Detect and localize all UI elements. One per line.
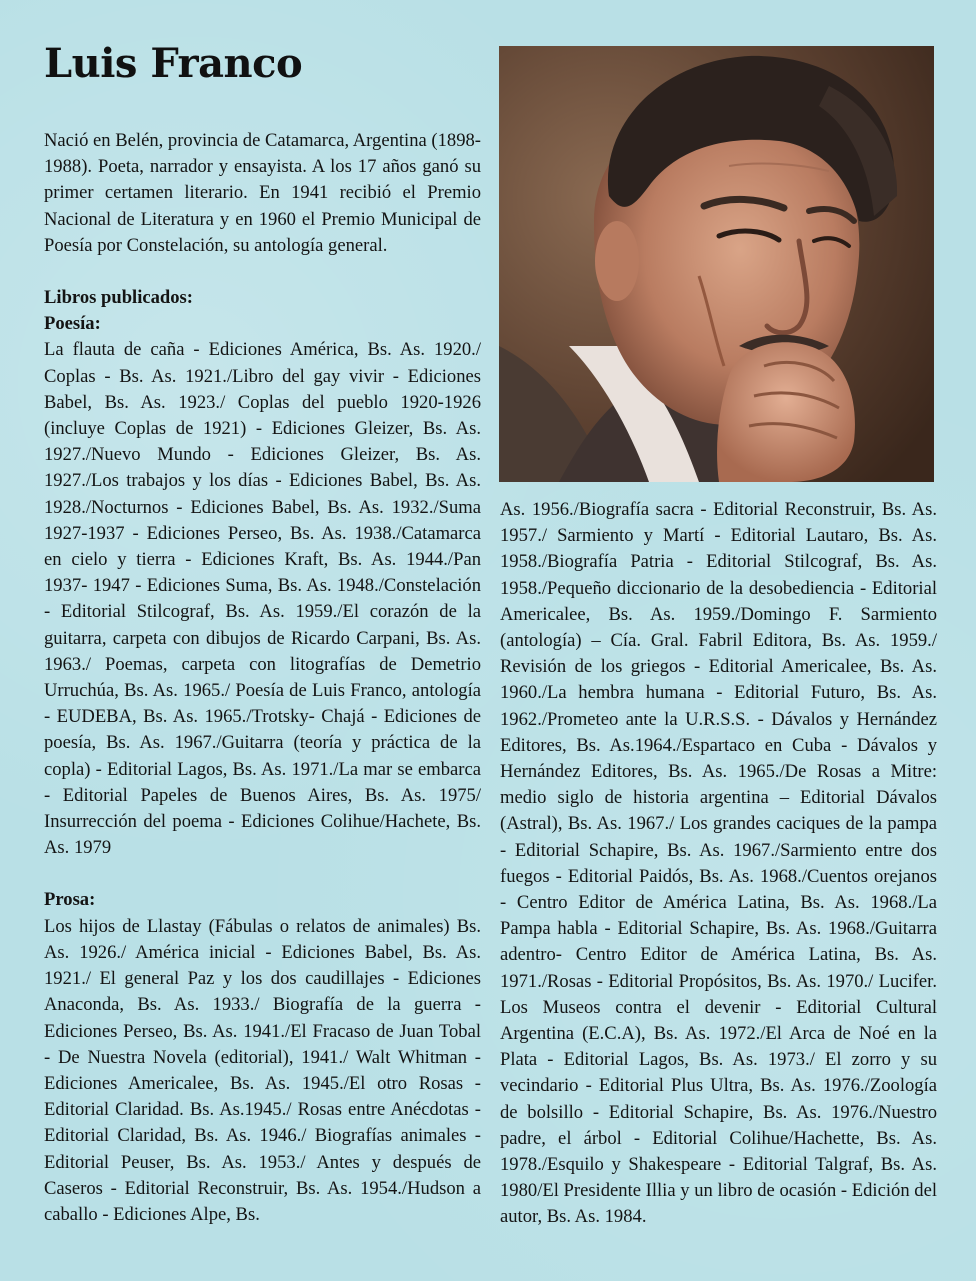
- poetry-heading: Poesía:: [44, 313, 101, 335]
- portrait-illustration: [499, 46, 934, 482]
- right-column: [500, 497, 937, 1231]
- prose-list-left: Los hijos de Llastay (Fábulas o relatos de animales) Bs. As. 1926./ América inicial - Ediciones Babel, Bs. As. 1921./ El general Paz y los dos caudillajes - Ediciones Anaconda, Bs. As. 1933./ Biografía de la guerra - Ediciones Perseo, Bs. As. 1941./El Fracaso de Juan Tobal - De Nuestra Novela (editorial), 1941./ Walt Whitman - Ediciones Americalee, Bs. As. 1945./El otro Rosas - Editorial Claridad. Bs. As.1945./ Rosas entre Anécdotas - Editorial Claridad, Bs. As. 1946./ Biografías animales - Editorial Peuser, Bs. As. 1953./ Antes y después de Caseros - Editorial Reconstruir, Bs. As. 1954./Hudson a caballo - Ediciones Alpe, Bs.: [44, 915, 481, 1225]
- author-portrait-photo: [499, 46, 934, 482]
- left-column: [44, 128, 481, 1228]
- prose-heading: Prosa:: [44, 889, 96, 911]
- books-heading: Libros publicados:: [44, 287, 193, 309]
- prose-list-right: As. 1956./Biografía sacra - Editorial Reconstruir, Bs. As. 1957./ Sarmiento y Martí - Editorial Lautaro, Bs. As. 1958./Biografía Patria - Editorial Stilcograf, Bs. As. 1958./Pequeño diccionario de la desobediencia - Editorial Americalee, Bs. As. 1959./Domingo F. Sarmiento (antología) – Cía. Gral. Fabril Editora, Bs. As. 1959./ Revisión de los griegos - Editorial Americalee, Bs. As. 1960./La hembra humana - Editorial Futuro, Bs. As. 1962./Prometeo ante la U.R.S.S. - Dávalos y Hernández Editores, Bs. As.1964./Espartaco en Cuba - Dávalos y Hernández Editores, Bs. As. 1965./De Rosas a Mitre: medio siglo de historia argentina – Editorial Dávalos (Astral), Bs. As. 1967./ Los grandes caciques de la pampa - Editorial Schapire, Bs. As. 1967./Sarmiento entre dos fuegos - Editorial Paidós, Bs. As. 1968./Cuentos orejanos - Centro Editor de América Latina, Bs. As. 1968./La Pampa habla - Editorial Schapire, Bs. As. 1968./Guitarra adentro- Centro Editor de América Latina, Bs. As. 1971./Rosas - Editorial Propósitos, Bs. As. 1970./ Lucifer. Los Museos contra el devenir - Editorial Cultural Argentina (E.C.A), Bs. As. 1972./El Arca de Noé en la Plata - Editorial Lagos, Bs. As. 1973./ El zorro y su vecindario - Editorial Plus Ultra, Bs. As. 1976./Zoología de bolsillo - Editorial Schapire, Bs. As. 1976./Nuestro padre, el árbol - Editorial Colihue/Hachette, Bs. As. 1978./Esquilo y Shakespeare - Editorial Talgraf, Bs. As. 1980/El Presidente Illia y un libro de ocasión - Edición del autor, Bs. As. 1984.: [500, 499, 937, 1228]
- poetry-list: La flauta de caña - Ediciones América, Bs. As. 1920./ Coplas - Bs. As. 1921./Libro del gay vivir - Ediciones Babel, Bs. As. 1923./ Coplas del pueblo 1920-1926 (incluye Coplas de 1921) - Ediciones Gleizer, Bs. As. 1927./Nuevo Mundo - Ediciones Gleizer, Bs. As. 1927./Los trabajos y los días - Ediciones Babel, Bs. As. 1928./Nocturnos - Ediciones Babel, Bs. As. 1932./Suma 1927-1937 - Ediciones Perseo, Bs. As. 1938./Catamarca en cielo y tierra - Ediciones Kraft, Bs. As. 1944./Pan 1937- 1947 - Ediciones Suma, Bs. As. 1948./Constelación - Editorial Stilcograf, Bs. As. 1959./El corazón de la guitarra, carpeta con dibujos de Ricardo Carpani, Bs. As. 1963./ Poemas, carpeta con litografías de Demetrio Urruchúa, Bs. As. 1965./ Poesía de Luis Franco, antología - EUDEBA, Bs. As. 1965./Trotsky- Chajá - Ediciones de poesía, Bs. As. 1967./Guitarra (teoría y práctica de la copla) - Editorial Lagos, Bs. As. 1971./La mar se embarca - Editorial Papeles de Buenos Aires, Bs. As. 1975/ Insurrección del poema - Ediciones Colihue/Hachete, Bs. As. 1979: [44, 339, 481, 859]
- page-title: Luis Franco: [44, 40, 303, 87]
- biography-paragraph: Nació en Belén, provincia de Catamarca, Argentina (1898-1988). Poeta, narrador y ensayista. A los 17 años ganó su primer certamen literario. En 1941 recibió el Premio Nacional de Literatura y en 1960 el Premio Municipal de Poesía por Constelación, su antología general.: [44, 130, 481, 256]
